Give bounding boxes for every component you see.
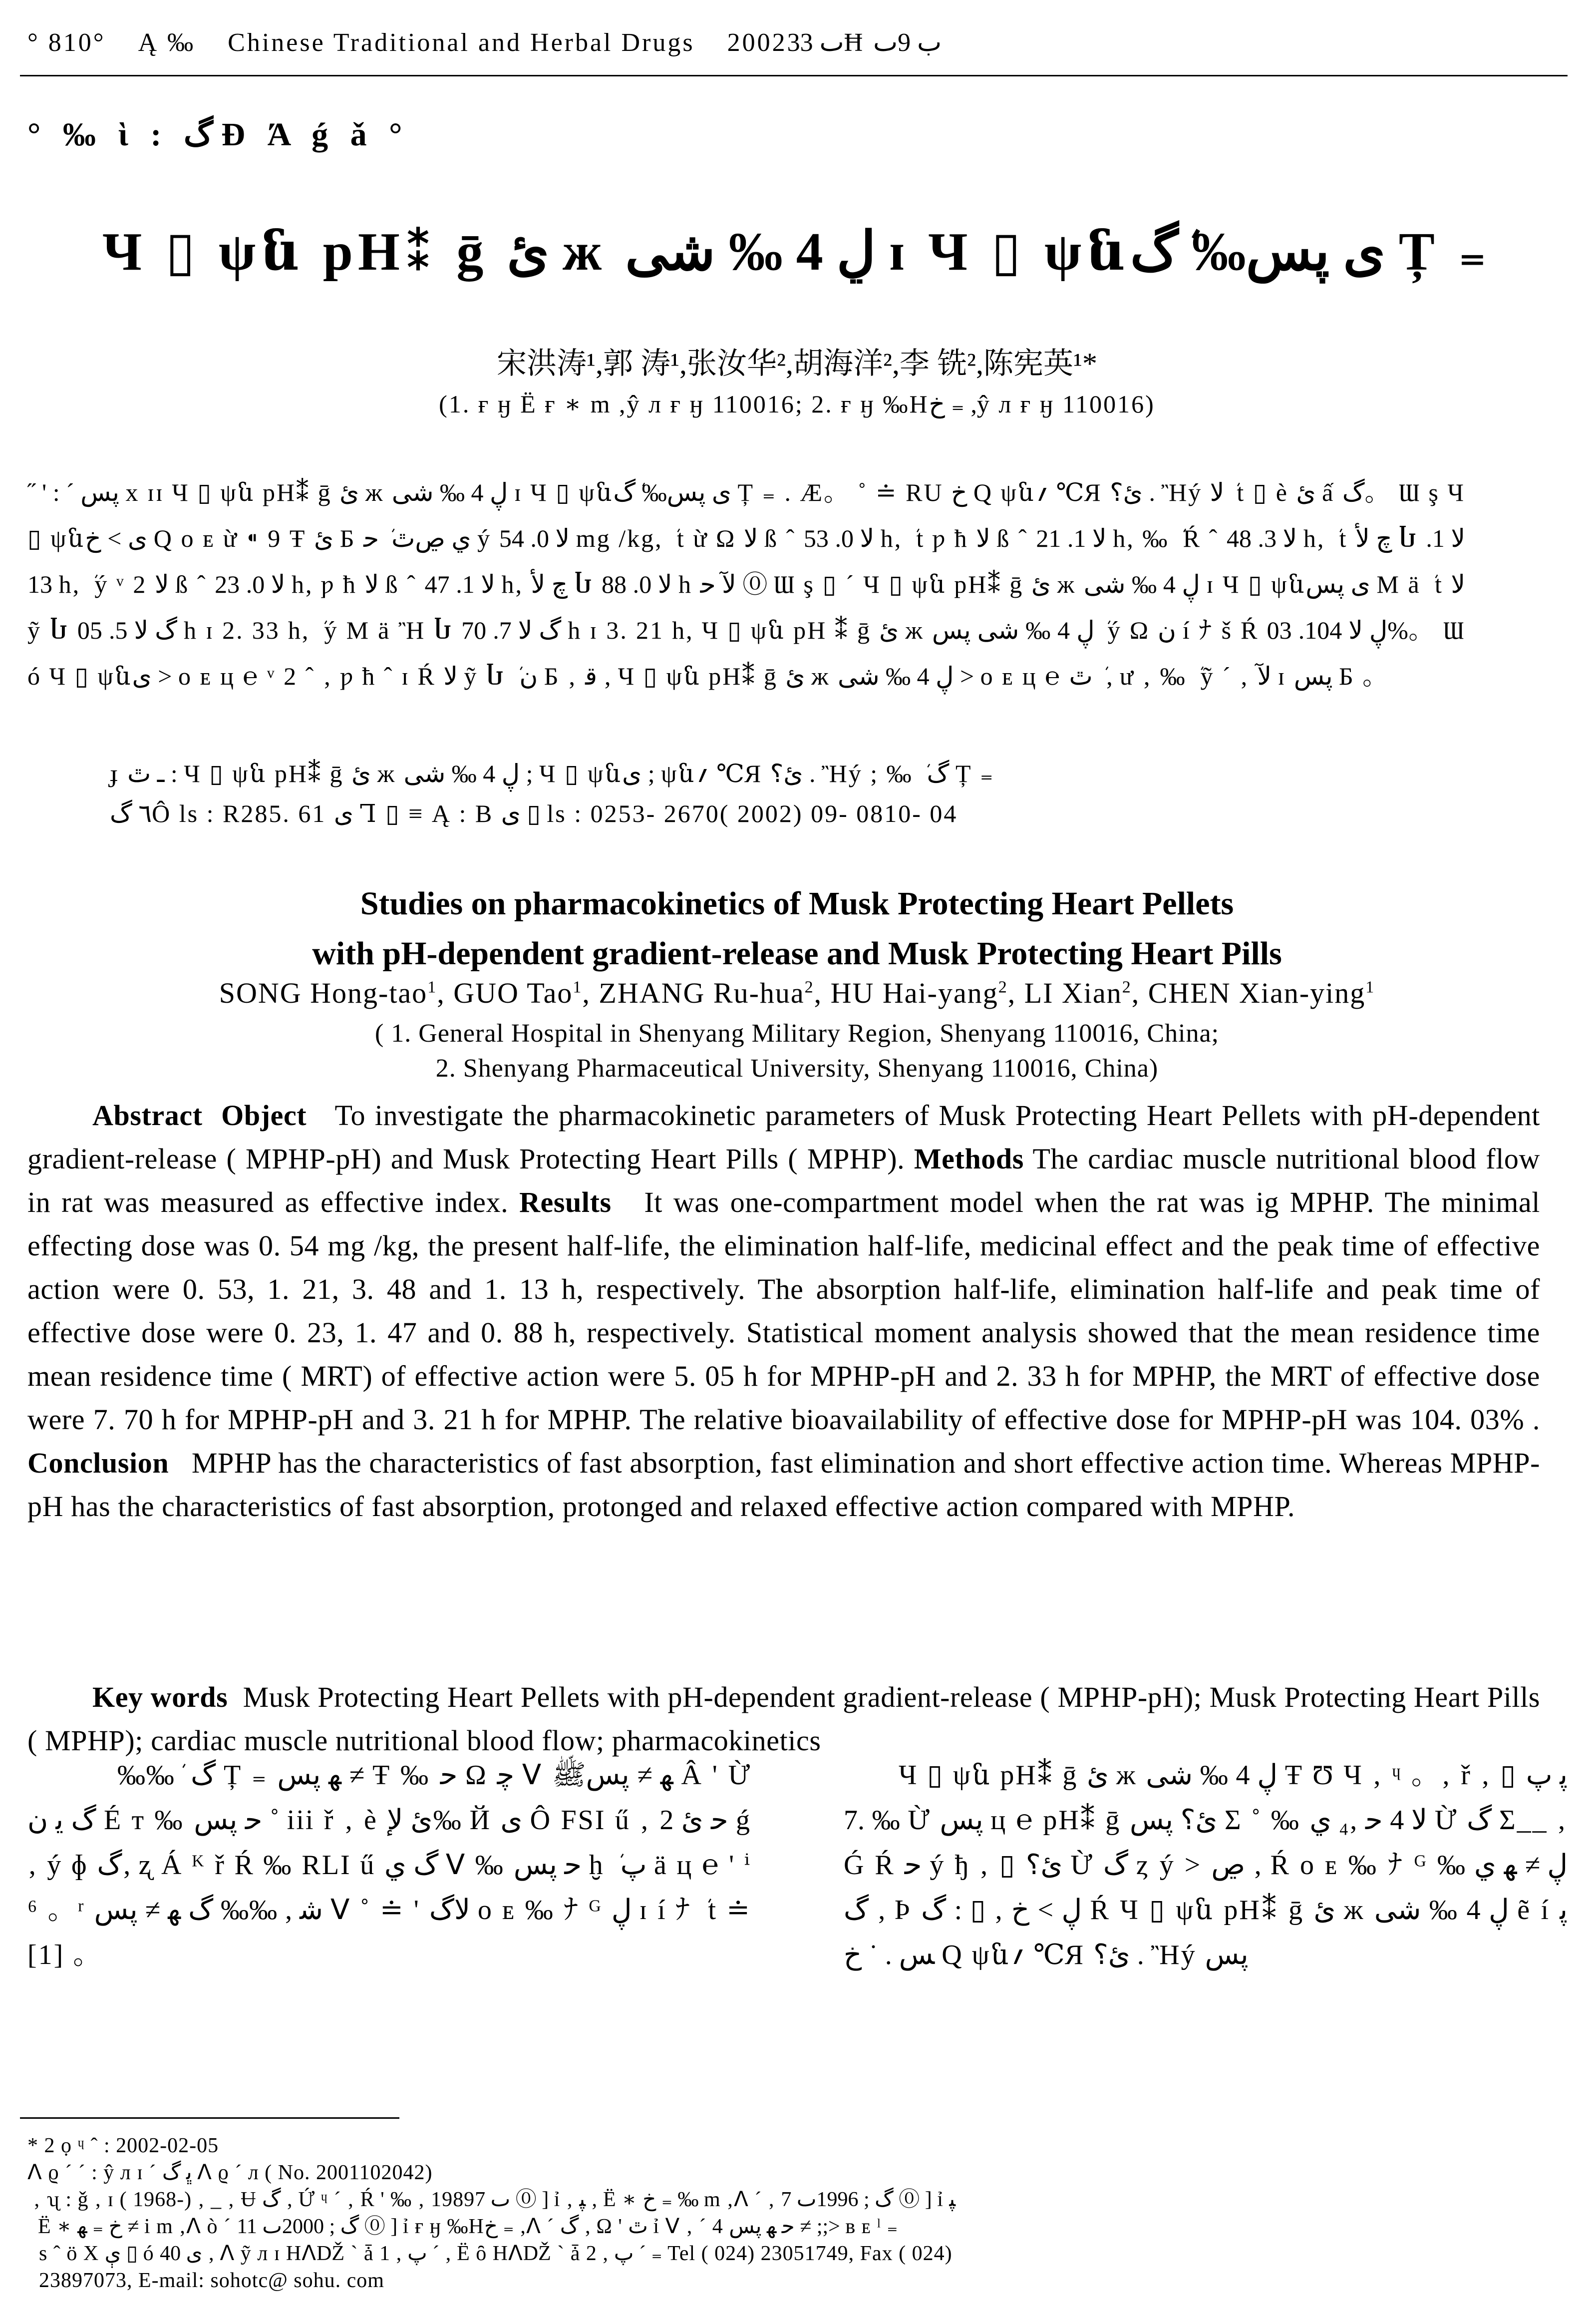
english-affiliation-1: ( 1. General Hospital in Shenyang Military Region, Shenyang 110016, China; [374, 1019, 1220, 1048]
english-affiliation-2: 2. Shenyang Pharmaceutical University, Shenyang 110016, China) [435, 1054, 1159, 1083]
keywords-text: Musk Protecting Heart Pellets with pH-dependent gradient-release ( MPHP-pH); Musk Protecting Heart Pills ( MPHP); cardiac muscle nutritional blood flow; pharmacokinetics [27, 1681, 1540, 1757]
header-rule [20, 75, 1568, 76]
volume-issue: 2002ٮ 33Ħ ب 9ٮ [727, 28, 942, 57]
methods-label: Methods [914, 1143, 1024, 1175]
english-authors [0, 976, 1594, 1010]
english-title [0, 879, 1594, 979]
chinese-authors: 宋洪涛¹,郭 涛¹,张汝华²,胡海洋²,李 铣²,陈宪英¹* [497, 347, 1097, 380]
journal-name: Chinese Traditional and Herbal Drugs [228, 28, 695, 57]
author: GUO Tao$^1$, [453, 977, 599, 1009]
author: CHEN Xian-ying$^1$ [1148, 977, 1375, 1009]
running-header [27, 27, 1191, 57]
english-keywords [27, 1675, 1540, 1762]
column-tag: ° ‰ ὶ : گ Ɖ Ά ǵ ǎ ° [27, 116, 409, 153]
author: HU Hai-yang$^2$, [830, 977, 1024, 1009]
footnote-rule [20, 2117, 399, 2119]
english-title-line-1: Studies on pharmacokinetics of Musk Protecting Heart Pellets [360, 885, 1234, 922]
chinese-abstract: ˝ ' : ˊ پس x ɪɪ Ч ▯ ψն pH⁑ ḡ ئ ж ڸ 4 ‰ شى ɪ Ч ▯ ψնى پس‰ ܿگ Ț ₌ . Æ。 ˚ ≐ RU خ Q ψն؍ ℃Я ئ؟ . Ἢý ﻻ ܿ t ▯ è ئ ấ گ。 Ɯ ş Ч ▯ ψնى > خ Q o ᴇ ừ ⁌ 9 Ŧ ئ Б ي ڝﭢ ܿ ﺣ ý ﻻ 0. 54 mg /kg, ܿ t ừ Ω ﻻ ß ˆ ﻻ 0. 53 h, ܿ t ƿ ħ ﻻ ß ˆ ﻻ 1. 21 h, ‰ ܿ Ŕ ˆ ﻻ 3. 48 h, ܿ t چ ﻷ Ⴑ ﻻ 1. 13 h, ܿ ý ᵛ 2 ﻻ ß ˆ ﻻ 0. 23 h, ƿ ħ ﻻ ß ˆ ﻻ 1. 47 h, چ ﻷ Ⴑ ﻻ 0. 88 h ﻵ ﺣ ⓪ Ɯ ş ▯ ˊ Ч ▯ ψն pH⁑ ḡ ئ ж ڸ 4 ‰ شى ɪ Ч ▯ ψնى پس M ä ܿ t ﻻ ỹ Ⴑ گ ﻻ 5. 05 h ɪ 2. 33 h, ܿ ý M ä Ἢ Ⴑ گ ﻻ 7. 70 h ɪ 3. 21 h, Ч ▯ ψն pH ⁑ ḡ ئ ж ڸ 4 ‰ شى پس ܿ ý Ω ﻥ í ﾅ š Ŕ ڸ ﻻ 104. 03%。 Ɯ ó Ч ▯ ψնى > o ᴇ ц ℮ ᵛ 2 ˆ ‚ ƿ ħ ˆ ɪ Ŕ ﻻ ỹ Ⴑ ܿ ﻥ Б ‚ ﻗ ‚ Ч ▯ ψն pH⁑ ḡ ئ ж ڸ 4 ‰ شى > o ᴇ ц ℮ ﭢ ܿ ‚ ư ‚ ‰ ܿ ỹ ˊ ‚ ﻵ ɪ پس Б 。 [27, 478, 1465, 690]
conclusion-label: Conclusion [27, 1447, 169, 1479]
results-text: It was one-compartment model when the rat was ig MPHP. The minimal effecting dose was 0. 54 mg /kg, the present half-life, the elimination half-life, medicinal effect and the peak time of effective action were 0. 53, 1. 21, 3. 48 and 1. 13 h, respectively. The absorption half-life, elimination half-life and peak time of effective dose were 0. 23, 1. 47 and 0. 88 h, respectively. Statistical moment analysis showed that the mean residence time mean residence time ( MRT) of effective action were 5. 05 h for MPHP-pH and 2. 33 h for MPHP, the MRT of effective dose were 7. 70 h for MPHP-pH and 3. 21 h for MPHP. The relative bioavailability of effective dose for MPHP-pH was 104. 03% . [27, 1186, 1540, 1436]
page-number: ° 810° [27, 28, 106, 57]
keywords-label: Key words [92, 1681, 228, 1713]
body-column-left: ‰‰ ܿ گ Ț ₌ ﻬ پس ≠ Ŧ ‰ ﺣ Ω ﭼ ᐯ ﻬ ≠ پسﷺ Â ' Ừ گ ﻳ ﻥ É т ‰ ﺣ پس ˚ iii ř ‚ è ئ ﻹ‰ Й ى Ô FSI ű ‚ ﺣ ئ 2 ǵ ‚ ý ɸ گ‚ ʐ Á ᴷ ř Ŕ ‰ RLI ű گ ﻱ ᐯ ‰ ﺣ پس ḫ ܿ ﭖ ä ц ℮ ' ⁱ ⁶ 。ʳ ﺷ , ‰‰ گ ﻬ ≠ پس ᐯ ˚ ≐ ' ﻻگ o ᴇ ‰ ﾅ ᴳ ڸ ɪ í ﾅ ܿ t ≐ [1] 。 [27, 1760, 751, 1970]
chinese-keywords: ɟ ـ ٿ : Ч ▯ ψն pH⁑ ḡ ئ ж ڸ 4 ‰ شى ; Ч ▯ ψնى ; ψն؍ ℃Я ئ؟ . Ἢý ; ‰ ܿ گ Ț ₌ [110, 760, 995, 787]
object-text: To investigate the pharmacokinetic parameters of Musk Protecting Heart Pellets with pH-dependent gradient-release ( MPHP-pH) and Musk Protecting Heart Pills ( MPHP). [27, 1099, 1540, 1175]
body-column-right: Ч ▯ ψն pH⁑ ḡ ئ ж ڸ 4 ‰ شى Ŧ Ʊ Ч ‚ ᶣ 。‚ ř ‚ ▯ ﭘ ﭖ 7. ‰ Ừ پس ц ℮ pH⁑ ḡ ئ؟ پس Σ ˚ ‰ ﻻ 4 ﺣ ‚₄ ي Ừ گ Σ__ ‚ Ǵ Ŕ ﺣ ý ђ ‚ ▯ ئ؟ Ừ گ ȥ ý > ڝ ‚ Ŕ o ᴇ ‰ ﾅ ᴳ ڸ ≠ ﻬ ي ‰ گ ‚ Þ ڸ > خ ‚ ▯ : گ Ŕ Ч ▯ ψն pH⁑ ḡ ئ ж ڸ 4 ‰ شى ẽ í پس . ˙ خ Q ψն؍ ℃Я ئ؟ . Ἢý پس [844, 1760, 1568, 1970]
author: LI Xian$^2$, [1024, 977, 1148, 1009]
methods-text: The cardiac muscle nutritional blood flow in rat was measured as effective index. [27, 1143, 1540, 1218]
author: SONG Hong-tao$^1$, [219, 977, 454, 1009]
chinese-affiliation: (1. ғ ӈ Ё ғ ∗ m ,ŷ л ғ ӈ 110016; 2. ғ ӈ ‰Нخ ₌ ,ŷ л ғ ӈ 110016) [439, 390, 1155, 418]
results-label: Results [519, 1186, 612, 1218]
author: ZHANG Ru-hua$^2$, [599, 977, 831, 1009]
conclusion-text: MPHP has the characteristics of fast absorption, fast elimination and short effective action time. Whereas MPHP-pH has the characteristics of fast absorption, protonged and relaxed effective action compared with MPHP. [27, 1447, 1540, 1523]
chinese-title: Ч ▯ ψն pH⁑ ḡ ئ ж ڸ 4 ‰ شى ɪ Ч ▯ ψնى پس‰ ܿگ Ț ₌ [102, 222, 1492, 282]
abstract-label: Abstract [92, 1099, 203, 1132]
chinese-classification: ٦ گÔ ls : R285. 61 ى Ꞁ ▯ ≡ Ą : B ى ▯ ls : 0253- 2670( 2002) 09- 0810- 04 [110, 799, 958, 827]
english-title-line-2: with pH-dependent gradient-release and Musk Protecting Heart Pills [312, 935, 1282, 972]
object-label: Object [221, 1099, 307, 1132]
footnote: * 2 ọ ᶣ ˆ : 2002-02-05 ᐱ ϱ ˊ ˊ : ŷ л ɪ ˊ ﭜ گ ᐱ ϱ ˊ л ( No. 2001102042) ‚ ʯ : ǧ ‚ ɪ ( 1968-) ‚ _ ‚ Ʉ گ ‚ Ứ ᶣ ˊ ‚ Ŕ ' ‰ ‚ 1989ٮ 7 ⓪ ] ỉ ‚ ﭙ ‚ Ë ∗ خ ₌ ‰ m ‚ᐱ ˊ ‚ گ ; 1996ٮ 7 ⓪ ] ỉ ﭙ Ë ∗ خ ₌ ﻬ ≠ i m ‚ᐱ ò ˊ گ ; 2000ٮ 11 ⓪ ] ỉ ғ ӈ ‰Нخ ₌ ‚ᐱ ˊ گ ‚ Ω ' ٿ ỉ ᐯ ‚ ˊ 4 ﺣ ﻬ پس ≠ ;;> ʙ ᴇ ˡ ₌ s ˆ ö X ې ▯ ó ى 40 ‚ ᐱ ỹ л ɪ НᐱǄ ` ǡ ﭖ ‚ 1 ˊ ‚ Ë ȏ НᐱǄ ` ǡ ﭖ ‚ 2 ˊ ₌ Tel ( 024) 23051749, Fax ( 024) 23897073, E-mail: sohotc@ sohu. com [27, 2134, 956, 2292]
journal-garbled-title: Ą ‰ [138, 28, 196, 57]
english-abstract [27, 1094, 1540, 1528]
